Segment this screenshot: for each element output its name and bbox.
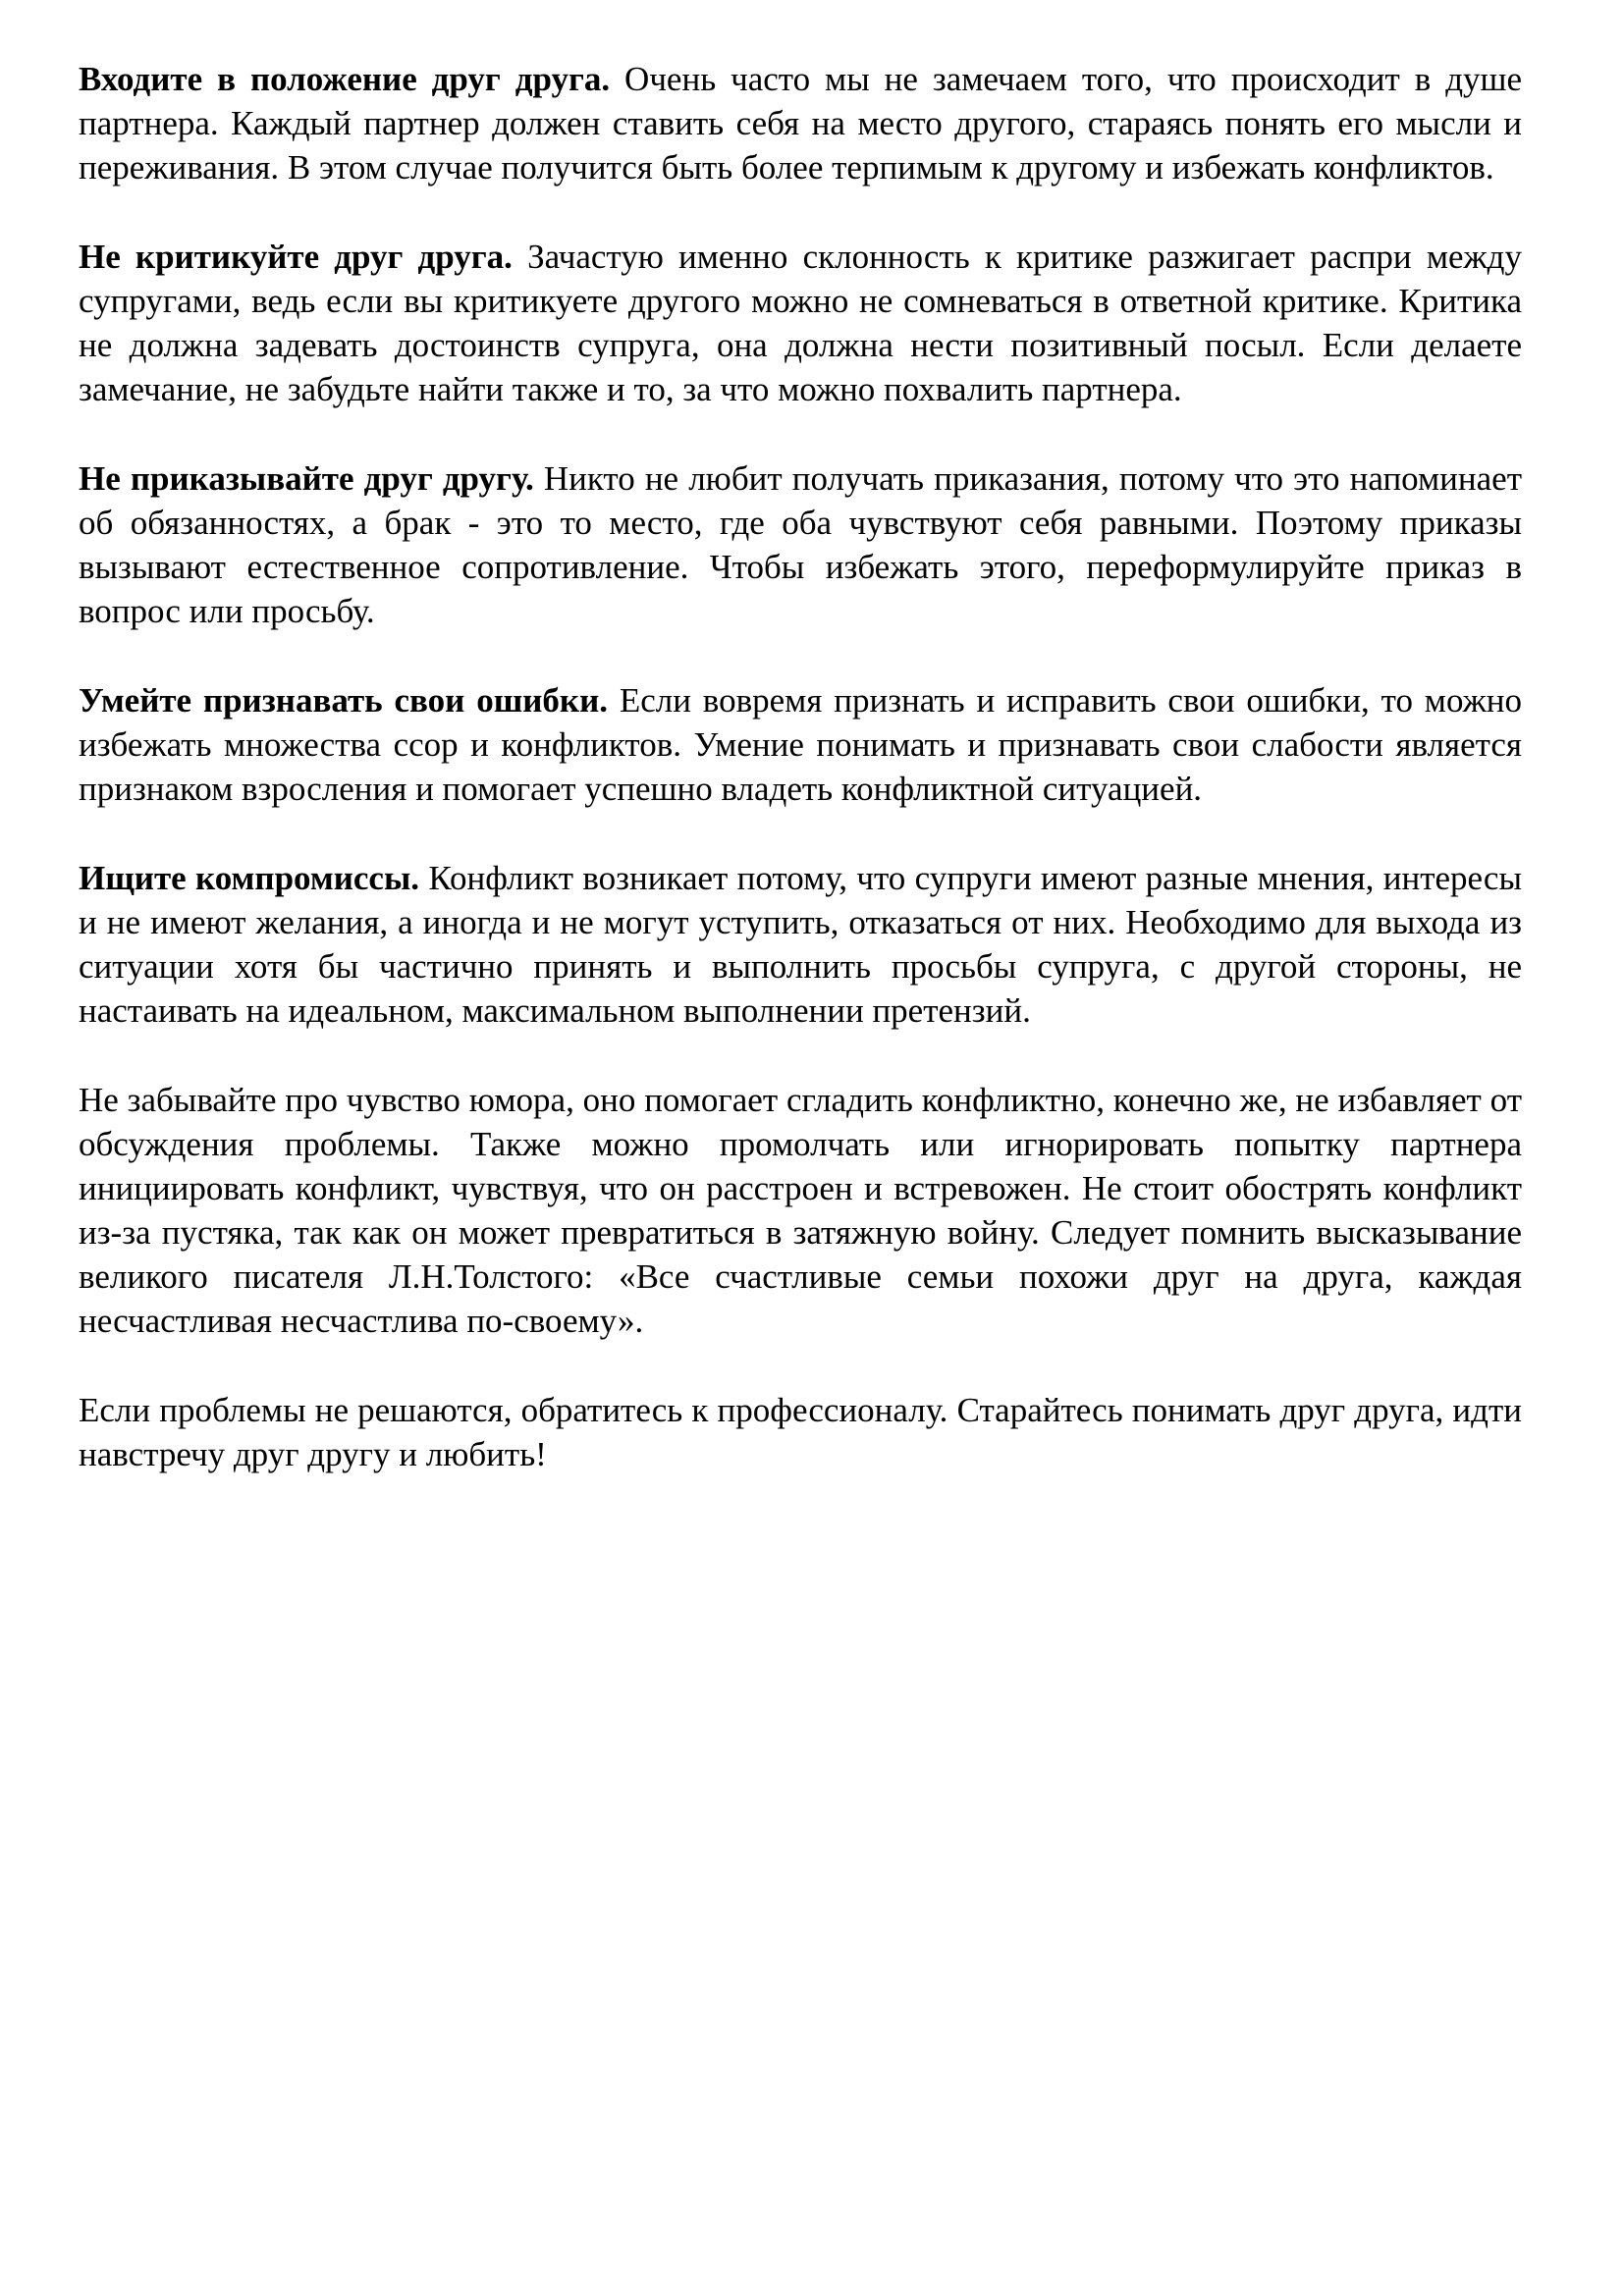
paragraph-heading: Входите в положение друг друга. <box>79 60 611 98</box>
paragraph-text: Конфликт возникает потому, что супруги имеют разные мнения, интересы и не имеют желания, а иногда и не могут уступить, отказаться от них. Необходимо для выхода из ситуации хотя бы частично принять и выполнить просьбы супруга, с другой стороны, не настаивать на идеальном, максимальном выполнении претензий. <box>79 859 1522 1030</box>
paragraph-text: Если проблемы не решаются, обратитесь к профессионалу. Старайтесь понимать друг друга, идти навстречу друг другу и любить! <box>79 1391 1522 1473</box>
paragraph-heading: Ищите компромиссы. <box>79 859 420 897</box>
paragraph-text: Если вовремя признать и исправить свои ошибки, то можно избежать множества ссор и конфликтов. Умение понимать и признавать свои слабости является признаком взросления и помогает успешно владеть конфликтной ситуацией. <box>79 681 1523 808</box>
paragraph-heading: Не приказывайте друг другу. <box>79 459 534 498</box>
paragraph-heading: Умейте признавать свои ошибки. <box>79 681 608 720</box>
paragraph-text: Не забывайте про чувство юмора, оно помогает сгладить конфликтно, конечно же, не избавляет от обсуждения проблемы. Также можно промолчать или игнорировать попытку партнера инициировать конфликт, чувствуя, что он расстроен и встревожен. Не стоит обострять конфликт из-за пустяка, так как он может превратиться в затяжную войну. Следует помнить высказывание великого писателя Л.Н.Толстого: «Все счастливые семьи похожи друг на друга, каждая несчастливая несчастлива по-своему». <box>79 1081 1522 1340</box>
paragraph-mistakes <box>79 678 1522 811</box>
paragraph-humor <box>79 1078 1522 1343</box>
paragraph-heading: Не критикуйте друг друга. <box>79 238 513 276</box>
document-page <box>79 57 1522 1522</box>
paragraph-text: Очень часто мы не замечаем того, что происходит в душе партнера. Каждый партнер должен ставить себя на место другого, стараясь понять его мысли и переживания. В этом случае получится быть более терпимым к другому и избежать конфликтов. <box>79 60 1522 187</box>
paragraph-professional <box>79 1388 1522 1476</box>
paragraph-compromise <box>79 856 1522 1033</box>
paragraph-understanding <box>79 57 1522 189</box>
paragraph-criticism <box>79 235 1522 411</box>
paragraph-orders <box>79 456 1522 633</box>
paragraph-text: Зачастую именно склонность к критике разжигает распри между супругами, ведь если вы критикуете другого можно не сомневаться в ответной критике. Критика не должна задевать достоинств супруга, она должна нести позитивный посыл. Если делаете замечание, не забудьте найти также и то, за что можно похвалить партнера. <box>79 238 1522 408</box>
paragraph-text: Никто не любит получать приказания, потому что это напоминает об обязанностях, а брак - это то место, где оба чувствуют себя равными. Поэтому приказы вызывают естественное сопротивление. Чтобы избежать этого, переформулируйте приказ в вопрос или просьбу. <box>79 459 1522 630</box>
